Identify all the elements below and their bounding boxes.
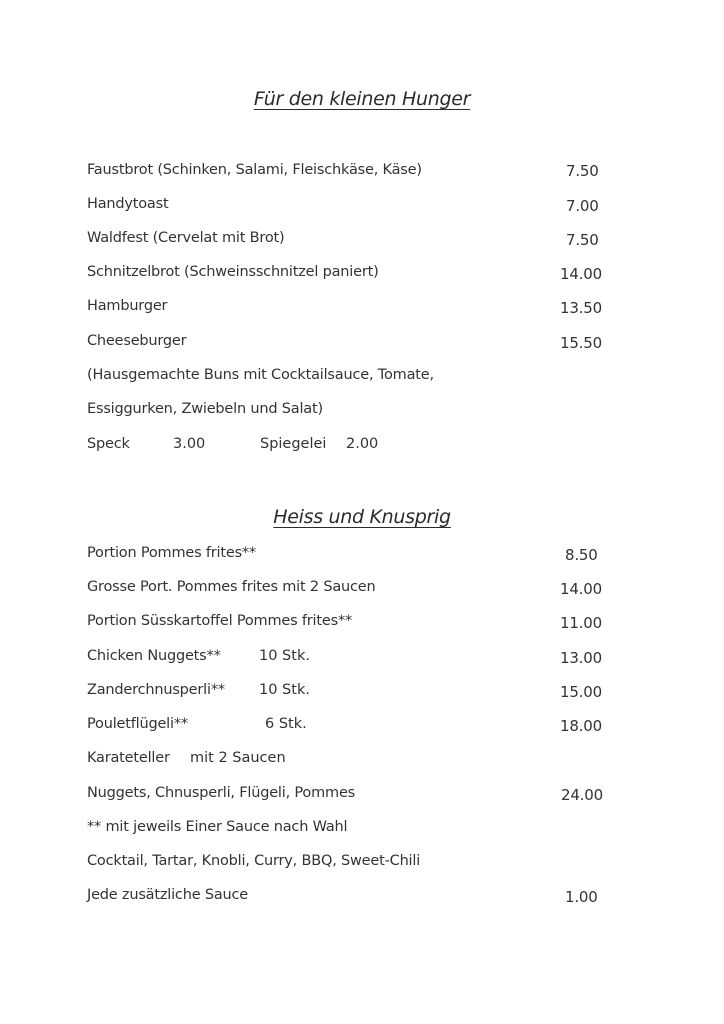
- menu-item-label: Portion Pommes frites**: [87, 545, 257, 561]
- burger-note-line2: Essiggurken, Zwiebeln und Salat): [87, 401, 323, 417]
- menu-item-label: Handytoast: [87, 196, 169, 212]
- menu-item-price: 13.50: [560, 299, 602, 317]
- menu-item-label: Portion Süsskartoffel Pommes frites**: [87, 613, 353, 629]
- menu-item-price: 8.50: [565, 546, 598, 564]
- menu-item-price: 18.00: [560, 717, 602, 735]
- menu-item-label: Schnitzelbrot (Schweinsschnitzel paniert): [87, 264, 379, 280]
- menu-item-price: 14.00: [560, 265, 602, 283]
- menu-item-price: 11.00: [560, 614, 602, 632]
- menu-item-qty: 10 Stk.: [259, 648, 310, 664]
- menu-item-label: Zanderchnusperli**: [87, 682, 225, 698]
- extra-sauce-price: 1.00: [565, 888, 598, 906]
- extra-spiegelei-price: 2.00: [346, 436, 379, 452]
- menu-item-label: Grosse Port. Pommes frites mit 2 Saucen: [87, 579, 376, 595]
- menu-item-label: Cheeseburger: [87, 333, 187, 349]
- menu-item-price: 15.50: [560, 334, 602, 352]
- karateteller-price: 24.00: [561, 786, 603, 804]
- burger-note-line1: (Hausgemachte Buns mit Cocktailsauce, Tomate,: [87, 367, 434, 383]
- menu-item-label: Faustbrot (Schinken, Salami, Fleischkäse, Käse): [87, 162, 422, 178]
- menu-item-price: 7.00: [566, 197, 599, 215]
- extra-spiegelei-label: Spiegelei: [260, 436, 327, 452]
- karateteller-sauces: mit 2 Saucen: [190, 750, 286, 766]
- menu-item-label: Pouletflügeli**: [87, 716, 188, 732]
- section-title-kleinen-hunger: Für den kleinen Hunger: [253, 88, 471, 110]
- menu-item-label: Waldfest (Cervelat mit Brot): [87, 230, 285, 246]
- menu-item-label: Hamburger: [87, 298, 168, 314]
- menu-item-price: 15.00: [560, 683, 602, 701]
- sauce-list: Cocktail, Tartar, Knobli, Curry, BBQ, Sweet-Chili: [87, 853, 421, 869]
- section-title-heiss-knusprig: Heiss und Knusprig: [273, 506, 451, 528]
- menu-item-price: 14.00: [560, 580, 602, 598]
- extra-speck-price: 3.00: [173, 436, 206, 452]
- menu-item-price: 7.50: [566, 231, 599, 249]
- sauce-note: ** mit jeweils Einer Sauce nach Wahl: [87, 819, 348, 835]
- menu-item-price: 13.00: [560, 649, 602, 667]
- menu-item-qty: 10 Stk.: [259, 682, 310, 698]
- extra-speck-label: Speck: [87, 436, 130, 452]
- karateteller-contents: Nuggets, Chnusperli, Flügeli, Pommes: [87, 785, 356, 801]
- menu-item-price: 7.50: [566, 162, 599, 180]
- karateteller-label: Karateteller: [87, 750, 170, 766]
- extra-sauce-label: Jede zusätzliche Sauce: [87, 887, 248, 903]
- menu-item-qty: 6 Stk.: [265, 716, 307, 732]
- menu-item-label: Chicken Nuggets**: [87, 648, 221, 664]
